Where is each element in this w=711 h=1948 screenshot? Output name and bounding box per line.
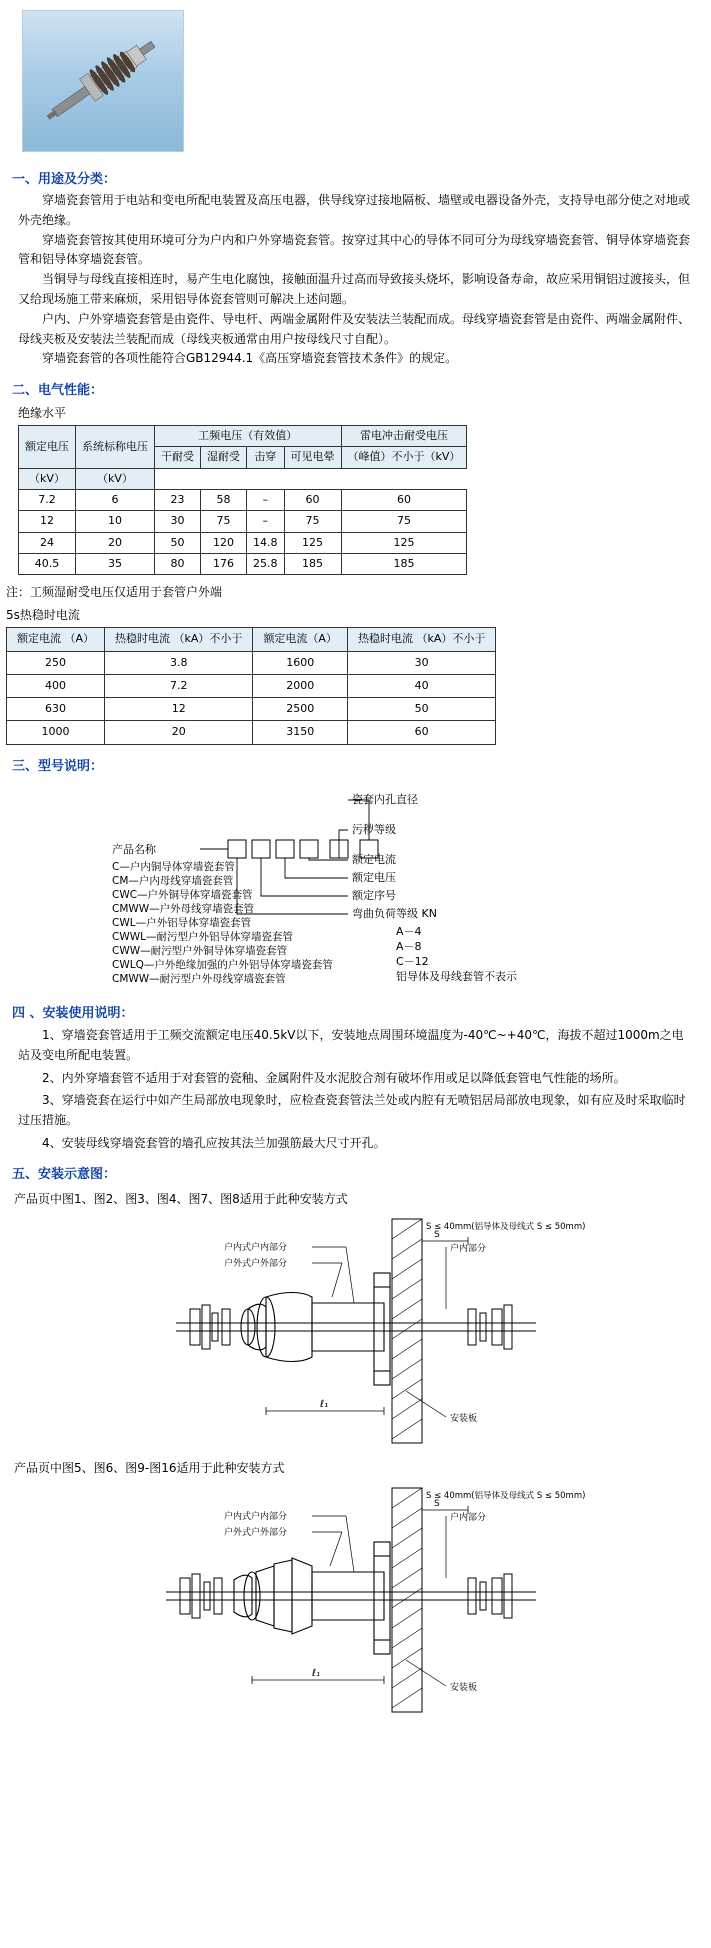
cell-rated-current-1: 400 bbox=[7, 674, 105, 697]
product-photo-container bbox=[0, 0, 711, 158]
th-lightning-impulse: 雷电冲击耐受电压 bbox=[341, 426, 467, 447]
section-title-model: 三、型号说明： bbox=[12, 758, 104, 774]
cell-thermal-current-2: 60 bbox=[347, 721, 495, 744]
model-label-bending-load: 弯曲负荷等级 KN bbox=[352, 906, 437, 920]
note-thermal-current: 5s热稳时电流 bbox=[6, 608, 80, 623]
cell-rated-current-2: 2000 bbox=[253, 674, 348, 697]
usage-paragraph-3: 当铜导与母线直接相连时，易产生电化腐蚀，接触面温升过高而导致接头烧坏，影响设备寿命，故应采用铜铝过渡接头，但又给现场施工带来麻烦，采用铝导体瓷套管则可解决上述问题。 bbox=[18, 272, 691, 306]
cell-dry: 80 bbox=[155, 553, 201, 574]
cell-dry: 23 bbox=[155, 490, 201, 511]
table-row bbox=[7, 674, 496, 697]
figure1-top-note: S ≤ 40mm(铝导体及母线式 S ≤ 50mm) bbox=[425, 1222, 585, 1233]
thermal-current-table bbox=[6, 627, 496, 744]
figure2-label-outdoor-part: 户外式户外部分 bbox=[223, 1528, 287, 1539]
table-row bbox=[19, 490, 467, 511]
cell-rated-voltage: 24 bbox=[19, 532, 76, 553]
cell-rated-current-2: 2500 bbox=[253, 698, 348, 721]
cell-wet: 58 bbox=[201, 490, 247, 511]
model-type-line-9: CMWW—耐污型户外母线穿墙瓷套管 bbox=[112, 972, 286, 985]
cell-impulse: 60 bbox=[341, 490, 467, 511]
model-type-line-4: CMWW—户外母线穿墙瓷套管 bbox=[112, 902, 255, 915]
model-label-rated-voltage: 额定电压 bbox=[352, 870, 396, 884]
figure2-label-mounting-plate: 安装板 bbox=[449, 1683, 477, 1694]
table-row bbox=[19, 511, 467, 532]
figure2-dim-s: S bbox=[433, 1499, 440, 1510]
cell-rated-voltage: 12 bbox=[19, 511, 76, 532]
installation-figure-1 bbox=[116, 1211, 596, 1451]
figure2-label-indoor-part: 户内式户内部分 bbox=[223, 1512, 287, 1523]
cell-rated-current-2: 3150 bbox=[253, 721, 348, 744]
figure1-dim-l1: ℓ₁ bbox=[319, 1399, 328, 1411]
cell-corona: 60 bbox=[284, 490, 341, 511]
th-dry: 干耐受 bbox=[155, 447, 201, 468]
table-row bbox=[7, 651, 496, 674]
th-impulse-unit: （峰值）不小于（kV） bbox=[341, 447, 467, 468]
cell-thermal-current-1: 20 bbox=[105, 721, 253, 744]
cell-impulse: 125 bbox=[341, 532, 467, 553]
model-label-rated-current: 额定电流 bbox=[352, 852, 396, 866]
model-label-serial-no: 额定序号 bbox=[352, 888, 396, 902]
table-header-row-1 bbox=[19, 426, 467, 447]
th-rated-current-1: 额定电流 （A） bbox=[7, 628, 105, 651]
model-type-line-3: CWC—户外铜导体穿墙瓷套管 bbox=[112, 888, 253, 901]
cell-rated-voltage: 40.5 bbox=[19, 553, 76, 574]
model-type-line-7: CWW—耐污型户外铜导体穿墙瓷套管 bbox=[112, 944, 288, 957]
model-label-pollution-class: 污秽等级 bbox=[352, 822, 396, 836]
model-type-line-1: C—户内铜导体穿墙瓷套管 bbox=[112, 860, 235, 873]
table-row bbox=[7, 721, 496, 744]
figure-caption-2: 产品页中图5、图6、图9-图16适用于此种安装方式 bbox=[14, 1461, 285, 1476]
model-designation-diagram bbox=[0, 782, 711, 992]
model-type-line-6: CWWL—耐污型户外铝导体穿墙瓷套管 bbox=[112, 930, 293, 943]
cell-system-voltage: 35 bbox=[76, 553, 155, 574]
cell-thermal-current-1: 3.8 bbox=[105, 651, 253, 674]
cell-corona: 75 bbox=[284, 511, 341, 532]
thermal-current-table-body bbox=[7, 651, 496, 744]
table-header-row bbox=[7, 628, 496, 651]
model-label-bore-diameter: 瓷套内孔直径 bbox=[352, 792, 418, 806]
install-note-1: 1、穿墙瓷套管适用于工频交流额定电压40.5kV以下，安装地点周围环境温度为-40℃~+40℃，海拔不超过1000m之电站及变电所配电装置。 bbox=[18, 1027, 684, 1063]
cell-impulse: 75 bbox=[341, 511, 467, 532]
th-rated-current-2: 额定电流（A） bbox=[253, 628, 348, 651]
usage-paragraph-2: 穿墙瓷套管按其使用环境可分为户内和户外穿墙瓷套管。按穿过其中心的导体不同可分为母线穿墙瓷套管、铜导体穿墙瓷套管和铝导体穿墙瓷套管。 bbox=[18, 232, 691, 267]
installation-figure-2 bbox=[116, 1480, 596, 1720]
cell-system-voltage: 20 bbox=[76, 532, 155, 553]
model-type-line-5: CWL—户外铝导体穿墙瓷套管 bbox=[112, 916, 252, 929]
cell-corona: 185 bbox=[284, 553, 341, 574]
cell-puncture: – bbox=[247, 490, 285, 511]
model-diagram-svg bbox=[0, 782, 711, 992]
cell-wet: 176 bbox=[201, 553, 247, 574]
figure2-top-note: S ≤ 40mm(铝导体及母线式 S ≤ 50mm) bbox=[425, 1491, 585, 1502]
figure2-dim-l1: ℓ₁ bbox=[311, 1668, 320, 1680]
model-type-line-2: CM—户内母线穿墙瓷套管 bbox=[112, 874, 234, 887]
cell-rated-current-1: 250 bbox=[7, 651, 105, 674]
insulator-illustration bbox=[37, 23, 169, 139]
th-unit-system: （kV） bbox=[76, 468, 155, 489]
cell-system-voltage: 10 bbox=[76, 511, 155, 532]
cell-rated-current-1: 630 bbox=[7, 698, 105, 721]
figure-1-wrap bbox=[0, 1211, 711, 1451]
model-value-a4: A－4 bbox=[396, 924, 422, 938]
cell-rated-current-1: 1000 bbox=[7, 721, 105, 744]
figure1-label-mounting-plate: 安装板 bbox=[449, 1414, 477, 1425]
insulation-level-table bbox=[18, 425, 467, 575]
cell-rated-voltage: 7.2 bbox=[19, 490, 76, 511]
cell-puncture: 14.8 bbox=[247, 532, 285, 553]
cell-puncture: – bbox=[247, 511, 285, 532]
th-wet: 湿耐受 bbox=[201, 447, 247, 468]
section-title-install: 四 、安装使用说明： bbox=[12, 1005, 134, 1021]
figure1-label-outdoor-part: 户外式户外部分 bbox=[223, 1259, 287, 1270]
cell-thermal-current-2: 50 bbox=[347, 698, 495, 721]
th-thermal-current-1: 热稳时电流 （kA）不小于 bbox=[105, 628, 253, 651]
install-note-3: 3、穿墙瓷套在运行中如产生局部放电现象时，应检查瓷套管法兰处或内腔有无喷铝居局部放电现象，如有应及时采取临时过压措施。 bbox=[18, 1092, 686, 1128]
model-value-c12: C－12 bbox=[396, 954, 429, 968]
insulation-table-body bbox=[19, 490, 467, 575]
cell-thermal-current-1: 7.2 bbox=[105, 674, 253, 697]
th-rated-voltage: 额定电压 bbox=[19, 426, 76, 469]
section-title-usage: 一、用途及分类： bbox=[12, 172, 117, 187]
cell-wet: 120 bbox=[201, 532, 247, 553]
model-type-line-8: CWLQ—户外绝缘加强的户外铝导体穿墙瓷套管 bbox=[112, 958, 333, 971]
model-value-a8: A－8 bbox=[396, 939, 422, 953]
section-title-diagram: 五、安装示意图： bbox=[12, 1167, 117, 1183]
th-power-frequency: 工频电压（有效值） bbox=[155, 426, 342, 447]
cell-thermal-current-2: 30 bbox=[347, 651, 495, 674]
figure-caption-1: 产品页中图1、图2、图3、图4、图7、图8适用于此种安装方式 bbox=[14, 1192, 348, 1207]
table-row bbox=[19, 553, 467, 574]
cell-rated-current-2: 1600 bbox=[253, 651, 348, 674]
insulation-level-label: 绝缘水平 bbox=[18, 406, 67, 421]
th-corona: 可见电晕 bbox=[284, 447, 341, 468]
figure2-label-indoor-section: 户内部分 bbox=[449, 1513, 486, 1524]
model-label-product-name: 产品名称 bbox=[112, 842, 156, 856]
cell-corona: 125 bbox=[284, 532, 341, 553]
th-spacer bbox=[155, 468, 467, 489]
cell-dry: 30 bbox=[155, 511, 201, 532]
cell-dry: 50 bbox=[155, 532, 201, 553]
figure1-label-indoor-part: 户内式户内部分 bbox=[223, 1243, 287, 1254]
usage-paragraph-4: 户内、户外穿墙瓷套管是由瓷件、导电杆、两端金属附件及安装法兰装配而成。母线穿墙瓷套管是由瓷件、两端金属附件、母线夹板及安装法兰装配而成（母线夹板通常由用户按母线尺寸自配）。 bbox=[18, 311, 691, 346]
cell-thermal-current-1: 12 bbox=[105, 698, 253, 721]
figure1-dim-s: S bbox=[433, 1230, 440, 1241]
th-puncture: 击穿 bbox=[247, 447, 285, 468]
cell-system-voltage: 6 bbox=[76, 490, 155, 511]
cell-wet: 75 bbox=[201, 511, 247, 532]
table-row bbox=[19, 532, 467, 553]
note-wet-voltage: 注：工频湿耐受电压仅适用于套管户外端 bbox=[6, 585, 223, 600]
figure-2-wrap bbox=[0, 1480, 711, 1720]
table-row bbox=[7, 698, 496, 721]
wall-bushing-product-photo bbox=[22, 10, 184, 152]
usage-paragraph-5: 穿墙瓷套管的各项性能符合GB12944.1《高压穿墙瓷套管技术条件》的规定。 bbox=[42, 351, 458, 366]
section-title-electrical: 二、电气性能： bbox=[12, 383, 104, 399]
figure1-label-indoor-section: 户内部分 bbox=[449, 1244, 486, 1255]
th-unit-rated: （kV） bbox=[19, 468, 76, 489]
model-note-not-marked: 铝导体及母线套管不表示 bbox=[396, 969, 517, 983]
th-thermal-current-2: 热稳时电流 （kA）不小于 bbox=[347, 628, 495, 651]
install-note-4: 4、安装母线穿墙瓷套管的墙孔应按其法兰加强筋最大尺寸开孔。 bbox=[42, 1135, 386, 1150]
table-unit-row bbox=[19, 468, 467, 489]
th-system-voltage: 系统标称电压 bbox=[76, 426, 155, 469]
usage-paragraph-1: 穿墙瓷套管用于电站和变电所配电装置及高压电器，供导线穿过接地隔板、墙壁或电器设备外壳，支持导电部分使之对地或外壳绝缘。 bbox=[18, 193, 691, 227]
cell-thermal-current-2: 40 bbox=[347, 674, 495, 697]
cell-puncture: 25.8 bbox=[247, 553, 285, 574]
install-note-2: 2、内外穿墙套管不适用于对套管的瓷釉、金属附件及水泥胶合剂有破坏作用或足以降低套管电气性能的场所。 bbox=[42, 1070, 626, 1085]
cell-impulse: 185 bbox=[341, 553, 467, 574]
